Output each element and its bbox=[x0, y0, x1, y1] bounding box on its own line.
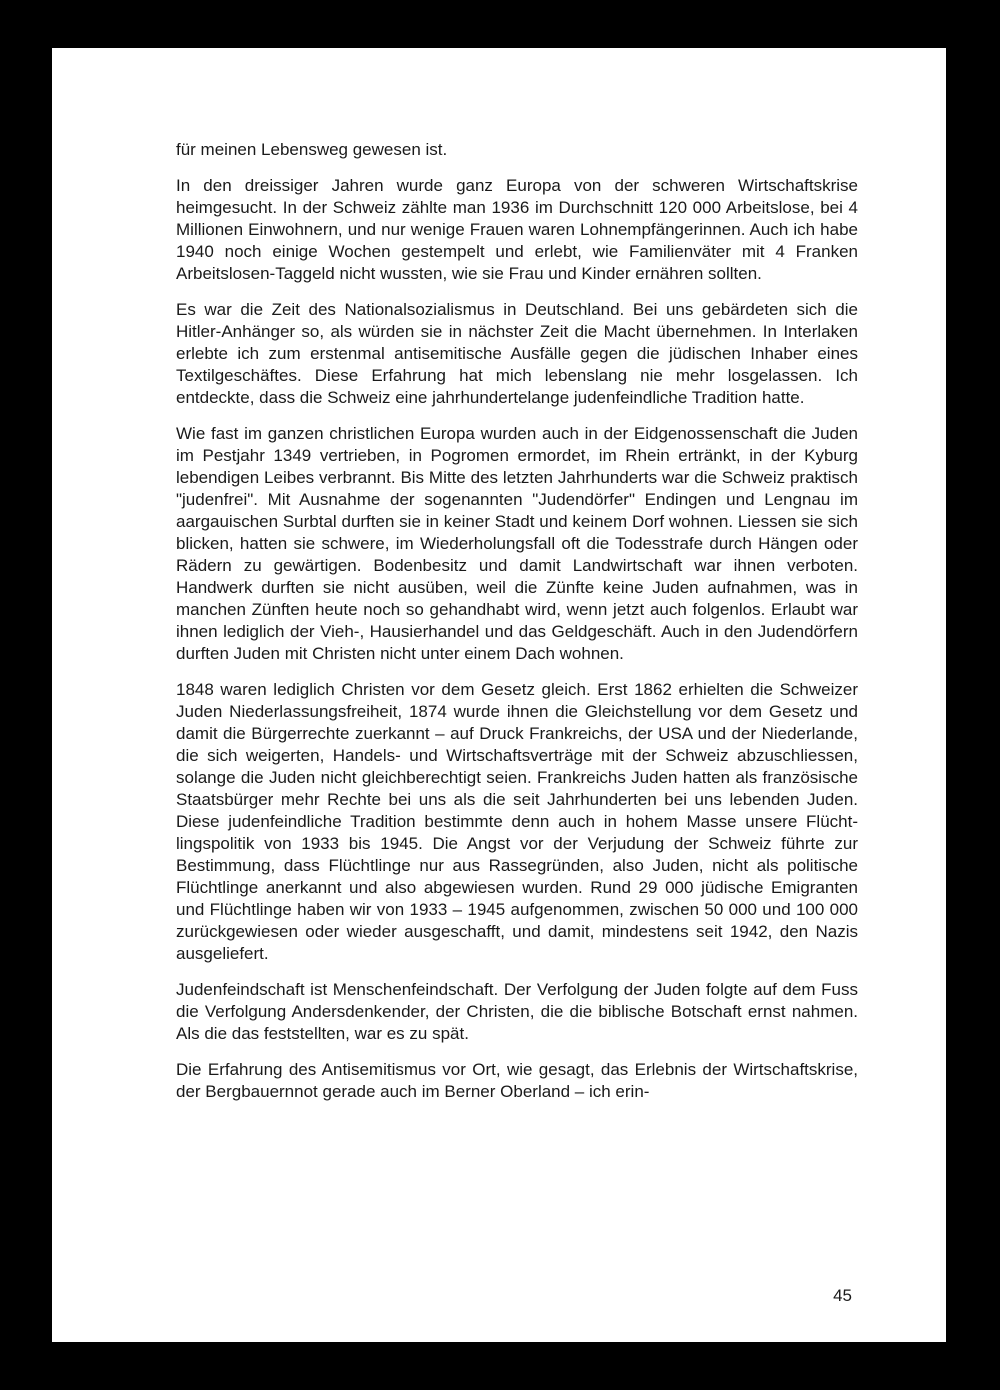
document-page bbox=[52, 48, 946, 1342]
page-number: 45 bbox=[833, 1286, 852, 1305]
paragraph: Judenfeindschaft ist Menschenfeindschaft. Der Verfolgung der Juden folgte auf dem Fuss die Verfolgung Andersdenkender, der Christen, die die biblische Botschaft ernst nahmen. Als die das feststellten, war es zu spät. bbox=[176, 980, 858, 1043]
paragraph: Die Erfahrung des Antisemitismus vor Ort, wie gesagt, das Erlebnis der Wirtschaftskrise, der Bergbauernnot gerade auch im Berner Oberland – ich erin- bbox=[176, 1060, 858, 1101]
paragraph: Es war die Zeit des Nationalsozialismus in Deutschland. Bei uns gebärdeten sich die Hitler-Anhänger so, als würden sie in nächster Zeit die Macht übernehmen. In Interlaken erlebte ich zum erstenmal antisemitische Ausfälle gegen die jüdischen Inhaber eines Textilgeschäftes. Diese Erfahrung hat mich lebenslang nie mehr losgelassen. Ich entdeckte, dass die Schweiz eine jahrhundertelange judenfeindliche Tradition hatte. bbox=[176, 300, 858, 407]
body-text bbox=[176, 139, 858, 1117]
paragraph: In den dreissiger Jahren wurde ganz Europa von der schweren Wirtschaftskrise heimgesucht. In der Schweiz zählte man 1936 im Durchschnitt 120 000 Arbeitslose, bei 4 Millionen Einwohnern, und nur wenige Frauen waren Lohnempfängerinnen. Auch ich habe 1940 noch einige Wochen gestempelt und erlebt, wie Familienväter mit 4 Franken Arbeitslosen-Taggeld nicht wussten, wie sie Frau und Kinder ernähren sollten. bbox=[176, 176, 858, 283]
paragraph: Wie fast im ganzen christlichen Europa wurden auch in der Eidgenossenschaft die Juden im Pestjahr 1349 vertrieben, in Pogromen ermordet, im Rhein ertränkt, in der Kyburg lebendigen Leibes verbrannt. Bis Mitte des letzten Jahrhunderts war die Schweiz praktisch "judenfrei". Mit Ausnahme der sogenannten "Judendörfer" Endingen und Lengnau im aargauischen Surbtal durften sie in keiner Stadt und keinem Dorf wohnen. Liessen sie sich blicken, hatten sie schwere, im Wiederholungsfall oft die Todesstrafe durch Hängen oder Rädern zu gewärtigen. Bodenbesitz und damit Landwirtschaft war ihnen verboten. Handwerk durften sie nicht ausüben, weil die Zünfte keine Juden aufnahmen, was in manchen Zünften heute noch so gehandhabt wird, wenn jetzt auch folgenlos. Erlaubt war ihnen lediglich der Vieh-, Hausierhandel und das Geldgeschäft. Auch in den Judendörfern durften Juden mit Christen nicht unter einem Dach wohnen. bbox=[176, 424, 858, 663]
paragraph: 1848 waren lediglich Christen vor dem Gesetz gleich. Erst 1862 erhielten die Schweizer Juden Niederlassungsfreiheit, 1874 wurde ihnen die Gleichstellung vor dem Gesetz und damit die Bürgerrechte zuerkannt – auf Druck Frankreichs, der USA und der Niederlande, die sich weigerten, Handels- und Wirtschaftsverträge mit der Schweiz abzuschliessen, solange die Juden nicht gleichberechtigt seien. Frankreichs Juden hatten als französische Staatsbürger mehr Rechte bei uns als die seit Jahrhunderten bei uns lebenden Juden. Diese judenfeindliche Tradition bestimmte denn auch in hohem Masse unsere Flüchtlingspolitik von 1933 bis 1945. Die Angst vor der Verjudung der Schweiz führte zur Bestimmung, dass Flüchtlinge nur aus Rassegründen, also Juden, nicht als politische Flüchtlinge anerkannt und also abgewiesen wurden. Rund 29 000 jüdische Emigranten und Flüchtlinge haben wir von 1933 – 1945 aufgenommen, zwischen 50 000 und 100 000 zurückgewiesen oder wieder ausgeschafft, und damit, mindestens seit 1942, den Nazis ausgeliefert. bbox=[176, 680, 858, 963]
paragraph: für meinen Lebensweg gewesen ist. bbox=[176, 140, 448, 159]
